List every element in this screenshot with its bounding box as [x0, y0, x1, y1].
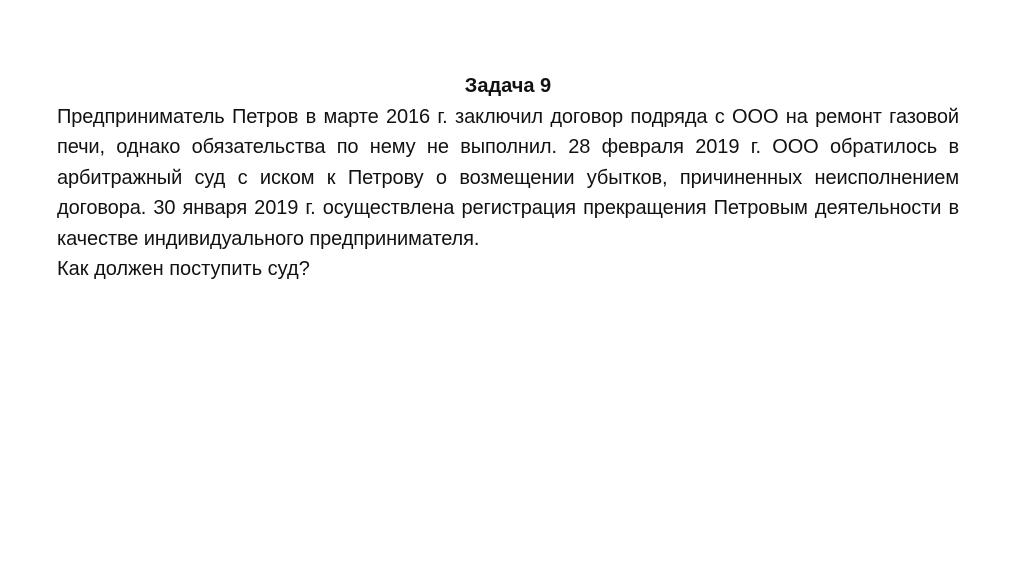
task-paragraph: Предприниматель Петров в марте 2016 г. заключил договор подряда с ООО на ремонт газовой печи, однако обязательства по нему не выполнил. 28 февраля 2019 г. ООО обратилось в арбитражный суд с иском к Петрову о возмещении убытков, причиненных неисполнением договора. 30 января 2019 г. осуществлена регистрация прекращения Петровым деятельности в качестве индивидуального предпринимателя. — [57, 105, 959, 250]
task-question: Как должен поступить суд? — [57, 258, 310, 280]
slide-content — [57, 71, 959, 285]
task-title: Задача 9 — [464, 75, 552, 97]
